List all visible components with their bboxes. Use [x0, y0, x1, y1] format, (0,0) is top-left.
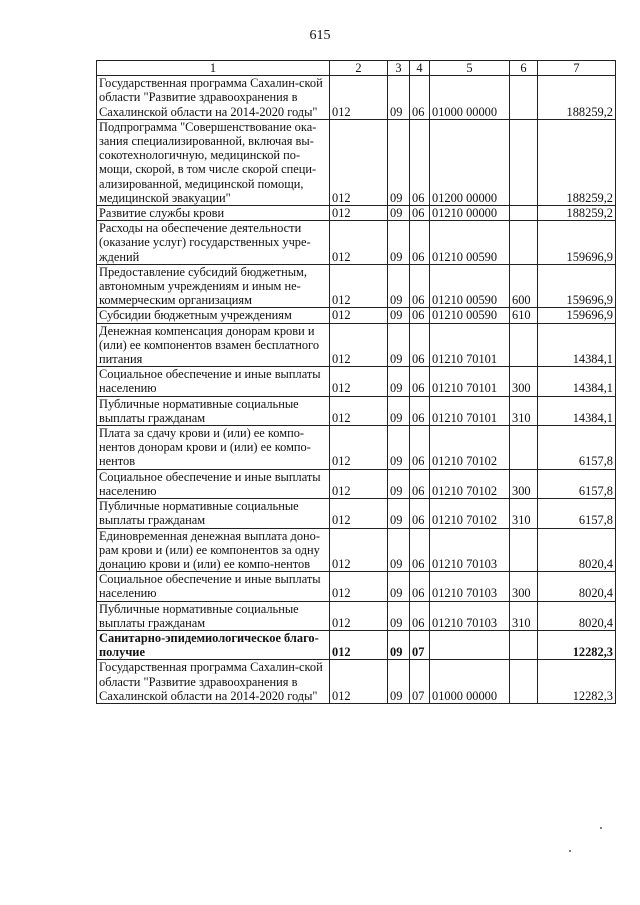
row-c4: 06 [410, 119, 430, 205]
row-c6: 300 [510, 367, 538, 396]
header-col-2: 2 [330, 61, 388, 76]
row-c7: 159696,9 [538, 308, 616, 323]
row-c2: 012 [330, 660, 388, 704]
row-name: Единовременная денежная выплата доно-рам крови и (или) ее компонентов за одну донацию крови и (или) ее компо-нентов [97, 528, 330, 572]
row-name: Публичные нормативные социальные выплаты гражданам [97, 396, 330, 425]
header-col-5: 5 [430, 61, 510, 76]
row-c6: 310 [510, 396, 538, 425]
table-row [97, 119, 616, 205]
row-c2: 012 [330, 426, 388, 470]
row-c3: 09 [388, 660, 410, 704]
row-c6 [510, 119, 538, 205]
row-c5 [430, 630, 510, 659]
row-c4: 06 [410, 76, 430, 120]
row-c2: 012 [330, 528, 388, 572]
row-c4: 06 [410, 308, 430, 323]
row-c6: 310 [510, 601, 538, 630]
table-row [97, 323, 616, 367]
row-name: Предоставление субсидий бюджетным, автономным учреждениям и иным не-коммерческим организациям [97, 264, 330, 308]
row-c4: 06 [410, 499, 430, 528]
table-row [97, 367, 616, 396]
row-c5: 01210 70102 [430, 426, 510, 470]
row-c6 [510, 528, 538, 572]
header-col-4: 4 [410, 61, 430, 76]
table-row [97, 601, 616, 630]
row-c5: 01000 00000 [430, 76, 510, 120]
row-c5: 01000 00000 [430, 660, 510, 704]
header-col-6: 6 [510, 61, 538, 76]
table-row [97, 528, 616, 572]
row-c7: 159696,9 [538, 264, 616, 308]
row-c4: 06 [410, 221, 430, 265]
row-c5: 01200 00000 [430, 119, 510, 205]
row-c3: 09 [388, 119, 410, 205]
row-c6: 610 [510, 308, 538, 323]
row-name: Подпрограмма "Совершенствование ока-зания специализированной, включая вы-сокотехнологичную, медицинской по-мощи, скорой, в том числе скорой специ-ализированной, медицинской помощи, медицинской эвакуации" [97, 119, 330, 205]
row-c3: 09 [388, 469, 410, 498]
row-name: Социальное обеспечение и иные выплаты населению [97, 469, 330, 498]
row-c2: 012 [330, 469, 388, 498]
row-name: Субсидии бюджетным учреждениям [97, 308, 330, 323]
row-c7: 14384,1 [538, 396, 616, 425]
row-c3: 09 [388, 396, 410, 425]
row-c2: 012 [330, 367, 388, 396]
table-row [97, 660, 616, 704]
header-col-1: 1 [97, 61, 330, 76]
row-c4: 06 [410, 528, 430, 572]
row-c6: 300 [510, 572, 538, 601]
row-name: Развитие службы крови [97, 206, 330, 221]
row-c5: 01210 00590 [430, 221, 510, 265]
row-c5: 01210 70101 [430, 367, 510, 396]
row-c5: 01210 70101 [430, 323, 510, 367]
row-c2: 012 [330, 76, 388, 120]
budget-table [96, 60, 616, 704]
row-c6 [510, 426, 538, 470]
row-c5: 01210 70103 [430, 528, 510, 572]
row-c2: 012 [330, 572, 388, 601]
row-c3: 09 [388, 572, 410, 601]
row-name: Плата за сдачу крови и (или) ее компо-нентов донорам крови и (или) ее компо-нентов [97, 426, 330, 470]
header-col-7: 7 [538, 61, 616, 76]
row-c6 [510, 76, 538, 120]
row-c2: 012 [330, 264, 388, 308]
row-c2: 012 [330, 221, 388, 265]
row-c4: 06 [410, 396, 430, 425]
table-row [97, 308, 616, 323]
row-c5: 01210 00590 [430, 264, 510, 308]
row-c2: 012 [330, 119, 388, 205]
table-row [97, 426, 616, 470]
row-name: Социальное обеспечение и иные выплаты населению [97, 367, 330, 396]
table-row [97, 206, 616, 221]
table-row [97, 572, 616, 601]
row-c2: 012 [330, 601, 388, 630]
row-c7: 8020,4 [538, 572, 616, 601]
row-c7: 6157,8 [538, 426, 616, 470]
row-c7: 188259,2 [538, 119, 616, 205]
row-c3: 09 [388, 206, 410, 221]
table-row [97, 469, 616, 498]
row-name: Санитарно-эпидемиологическое благо-получие [97, 630, 330, 659]
row-c7: 6157,8 [538, 499, 616, 528]
row-c3: 09 [388, 308, 410, 323]
row-name: Государственная программа Сахалин-ской области "Развитие здравоохранения в Сахалинской области на 2014-2020 годы" [97, 660, 330, 704]
row-c3: 09 [388, 323, 410, 367]
row-c2: 012 [330, 499, 388, 528]
row-name: Расходы на обеспечение деятельности (оказание услуг) государственных учре-ждений [97, 221, 330, 265]
table-row [97, 264, 616, 308]
table-row [97, 396, 616, 425]
row-c4: 07 [410, 660, 430, 704]
row-c4: 06 [410, 572, 430, 601]
row-c5: 01210 00590 [430, 308, 510, 323]
row-c3: 09 [388, 264, 410, 308]
row-c5: 01210 70103 [430, 572, 510, 601]
row-c3: 09 [388, 426, 410, 470]
row-c6 [510, 323, 538, 367]
row-c7: 12282,3 [538, 660, 616, 704]
table-row [97, 221, 616, 265]
row-c3: 09 [388, 367, 410, 396]
header-col-3: 3 [388, 61, 410, 76]
table-row [97, 76, 616, 120]
row-c7: 14384,1 [538, 367, 616, 396]
row-c7: 8020,4 [538, 528, 616, 572]
row-c7: 159696,9 [538, 221, 616, 265]
row-c6 [510, 221, 538, 265]
row-c4: 06 [410, 469, 430, 498]
row-name: Денежная компенсация донорам крови и (или) ее компонентов взамен бесплатного питания [97, 323, 330, 367]
row-c3: 09 [388, 601, 410, 630]
row-c6 [510, 630, 538, 659]
header-row [97, 61, 616, 76]
row-c4: 06 [410, 426, 430, 470]
row-name: Государственная программа Сахалин-ской области "Развитие здравоохранения в Сахалинской области на 2014-2020 годы" [97, 76, 330, 120]
row-name: Социальное обеспечение и иные выплаты населению [97, 572, 330, 601]
row-c3: 09 [388, 630, 410, 659]
row-c2: 012 [330, 206, 388, 221]
table-row [97, 630, 616, 659]
row-c7: 8020,4 [538, 601, 616, 630]
row-c6: 300 [510, 469, 538, 498]
row-c4: 06 [410, 206, 430, 221]
row-c6: 310 [510, 499, 538, 528]
row-c7: 188259,2 [538, 76, 616, 120]
row-c4: 06 [410, 367, 430, 396]
row-c2: 012 [330, 396, 388, 425]
row-c3: 09 [388, 76, 410, 120]
row-c7: 188259,2 [538, 206, 616, 221]
row-c6: 600 [510, 264, 538, 308]
scan-speck [600, 827, 602, 829]
page-number: 615 [309, 28, 331, 43]
row-c7: 6157,8 [538, 469, 616, 498]
row-c7: 12282,3 [538, 630, 616, 659]
row-c3: 09 [388, 528, 410, 572]
table-row [97, 499, 616, 528]
scan-speck [569, 850, 571, 852]
row-c5: 01210 70103 [430, 601, 510, 630]
row-c4: 07 [410, 630, 430, 659]
row-c7: 14384,1 [538, 323, 616, 367]
row-c2: 012 [330, 308, 388, 323]
row-c4: 06 [410, 264, 430, 308]
row-c5: 01210 00000 [430, 206, 510, 221]
row-c4: 06 [410, 601, 430, 630]
row-c6 [510, 206, 538, 221]
row-c3: 09 [388, 221, 410, 265]
row-c6 [510, 660, 538, 704]
row-name: Публичные нормативные социальные выплаты гражданам [97, 499, 330, 528]
row-c2: 012 [330, 323, 388, 367]
row-c5: 01210 70101 [430, 396, 510, 425]
row-c3: 09 [388, 499, 410, 528]
row-name: Публичные нормативные социальные выплаты гражданам [97, 601, 330, 630]
row-c5: 01210 70102 [430, 499, 510, 528]
row-c4: 06 [410, 323, 430, 367]
row-c5: 01210 70102 [430, 469, 510, 498]
row-c2: 012 [330, 630, 388, 659]
